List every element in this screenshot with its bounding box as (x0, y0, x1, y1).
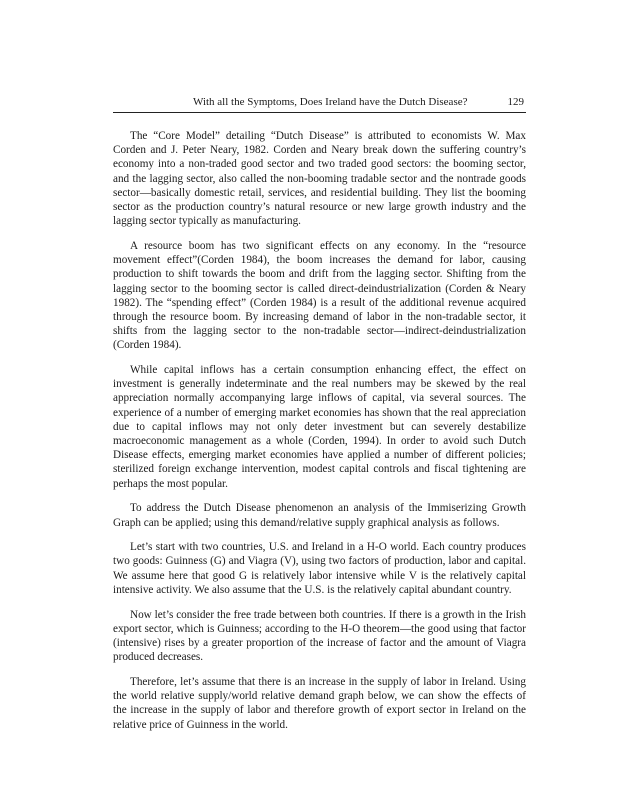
paragraph: A resource boom has two significant effects on any economy. In the “resource movement effect”(Corden 1984), the boom increases the demand for labor, causing production to shift towards the boom and drift from the lagging sector. Shifting from the lagging sector to the booming sector is called direct-deindustrialization (Corden & Neary 1982). The “spending effect” (Corden 1984) is a result of the additional revenue acquired through the resource boom. By increasing demand of labor in the non-tradable sector, it shifts from the lagging sector to the non-tradable sector—indirect-deindustrialization (Corden 1984). (113, 239, 526, 352)
running-header (113, 96, 526, 113)
page-number: 129 (507, 96, 524, 108)
paragraph: While capital inflows has a certain consumption enhancing effect, the effect on investment is generally indeterminate and the real numbers may be skewed by the real appreciation normally accompanying large inflows of capital, via several sources. The experience of a number of emerging market economies has shown that the real appreciation due to capital inflows may not only deter investment but can severely destabilize macroeconomic management as a whole (Corden, 1994). In order to avoid such Dutch Disease effects, emerging market economies have applied a number of different policies; sterilized foreign exchange intervention, modest capital controls and fiscal tightening are perhaps the most popular. (113, 364, 526, 490)
paragraph: Let’s start with two countries, U.S. and Ireland in a H-O world. Each country produces two goods: Guinness (G) and Viagra (V), using two factors of production, labor and capital. We assume here that good G is relatively labor intensive while V is the relatively capital intensive activity. We also assume that the U.S. is the relatively capital abundant country. (113, 541, 526, 596)
paragraph: Now let’s consider the free trade between both countries. If there is a growth in the Irish export sector, which is Guinness; according to the H-O theorem—the good using that factor (intensive) rises by a greater proportion of the increase of factor and the amount of Viagra produced decreases. (113, 608, 526, 664)
paragraph: To address the Dutch Disease phenomenon an analysis of the Immiserizing Growth Graph can be applied; using this demand/relative supply graphical analysis as follows. (113, 502, 526, 529)
running-title: With all the Symptoms, Does Ireland have the Dutch Disease? (193, 96, 468, 108)
document-page (113, 96, 526, 742)
body-text (113, 129, 526, 732)
paragraph: The “Core Model” detailing “Dutch Disease” is attributed to economists W. Max Corden and J. Peter Neary, 1982. Corden and Neary break down the suffering country’s economy into a non-traded good sector and two traded good sectors: the booming sector, and the lagging sector, also called the non-booming tradable sector and the nontrade goods sector—basically domestic retail, services, and residential building. They list the booming sector as the production country’s natural resource or new large growth industry and the lagging sector typically as manufacturing. (113, 130, 526, 228)
paragraph: Therefore, let’s assume that there is an increase in the supply of labor in Ireland. Using the world relative supply/world relative demand graph below, we can show the effects of the increase in the supply of labor and therefore growth of export sector in Ireland on the relative price of Guinness in the world. (113, 675, 526, 731)
